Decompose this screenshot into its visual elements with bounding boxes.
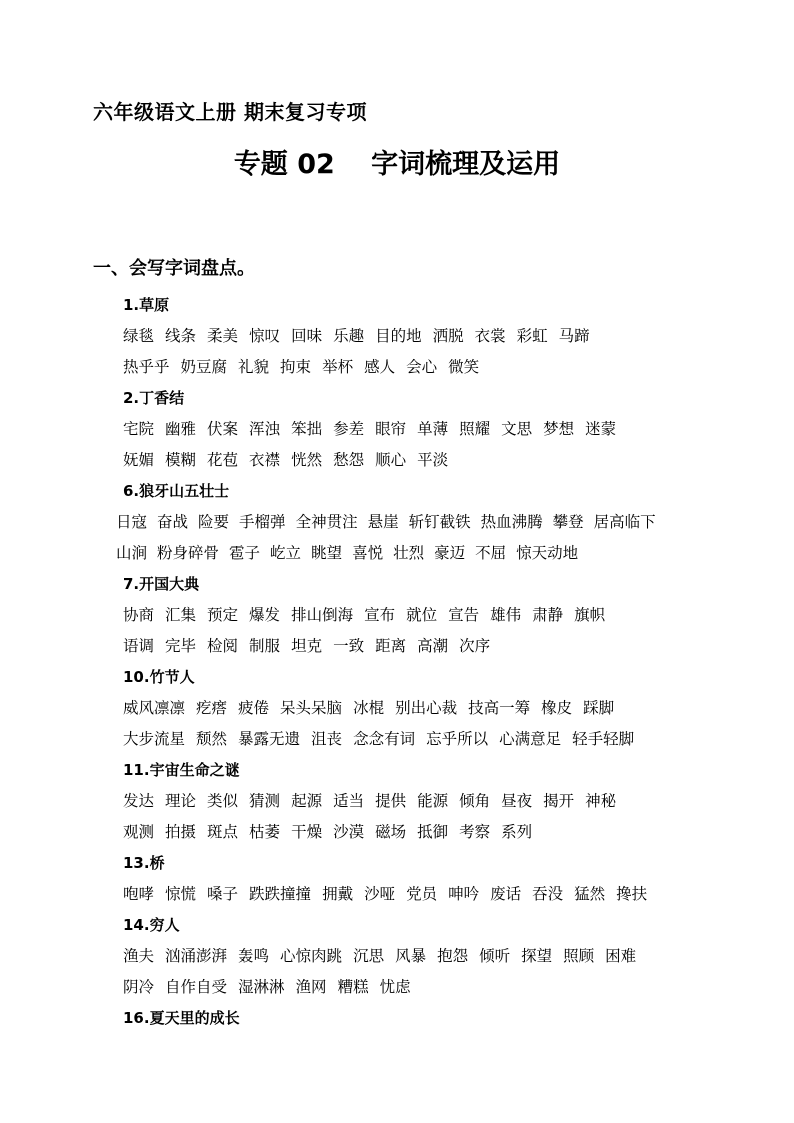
vocab-word: 热乎乎 xyxy=(123,358,170,376)
word-row xyxy=(123,414,794,445)
vocab-word: 目的地 xyxy=(375,327,422,345)
vocab-word: 困难 xyxy=(605,947,637,965)
vocab-word: 探望 xyxy=(521,947,553,965)
vocab-word: 衣裳 xyxy=(474,327,506,345)
vocab-word: 疙瘩 xyxy=(196,699,228,717)
vocab-word: 肃静 xyxy=(532,606,564,624)
vocab-word: 不屈 xyxy=(475,544,507,562)
vocab-word: 自作自受 xyxy=(165,978,228,996)
vocab-word: 伏案 xyxy=(207,420,239,438)
word-row xyxy=(123,321,794,352)
vocab-word: 单薄 xyxy=(417,420,449,438)
vocab-word: 踩脚 xyxy=(583,699,615,717)
word-row xyxy=(123,445,794,476)
document-subtitle: 六年级语文上册 期末复习专项 xyxy=(93,100,367,124)
vocab-word: 妩媚 xyxy=(123,451,155,469)
vocab-word: 倾听 xyxy=(479,947,511,965)
vocab-word: 技高一筹 xyxy=(468,699,531,717)
vocab-word: 忘乎所以 xyxy=(426,730,489,748)
vocab-word: 幽雅 xyxy=(165,420,197,438)
vocab-word: 汹涌澎湃 xyxy=(165,947,228,965)
word-row xyxy=(116,538,794,569)
vocab-word: 磁场 xyxy=(375,823,407,841)
vocab-word: 雹子 xyxy=(229,544,261,562)
vocab-word: 制服 xyxy=(249,637,281,655)
word-row xyxy=(123,817,794,848)
vocab-word: 昼夜 xyxy=(501,792,533,810)
word-row xyxy=(123,879,794,910)
vocab-word: 绿毯 xyxy=(123,327,155,345)
vocab-word: 疲倦 xyxy=(238,699,270,717)
vocab-word: 爆发 xyxy=(249,606,281,624)
vocab-word: 雄伟 xyxy=(490,606,522,624)
vocab-word: 拘束 xyxy=(280,358,312,376)
vocab-word: 预定 xyxy=(207,606,239,624)
vocab-word: 坦克 xyxy=(291,637,323,655)
vocab-word: 倾角 xyxy=(459,792,491,810)
lesson-list xyxy=(0,290,794,1034)
vocab-word: 沙漠 xyxy=(333,823,365,841)
vocab-word: 轻手轻脚 xyxy=(572,730,635,748)
vocab-word: 手榴弹 xyxy=(239,513,286,531)
vocab-word: 类似 xyxy=(207,792,239,810)
vocab-word: 斑点 xyxy=(207,823,239,841)
vocab-word: 攀登 xyxy=(552,513,584,531)
vocab-word: 悬崖 xyxy=(367,513,399,531)
vocab-word: 衣襟 xyxy=(249,451,281,469)
vocab-word: 迷蒙 xyxy=(585,420,617,438)
vocab-word: 别出心裁 xyxy=(395,699,458,717)
vocab-word: 枯萎 xyxy=(249,823,281,841)
vocab-word: 洒脱 xyxy=(432,327,464,345)
vocab-word: 揭开 xyxy=(543,792,575,810)
vocab-word: 排山倒海 xyxy=(291,606,354,624)
vocab-word: 渔网 xyxy=(295,978,327,996)
vocab-word: 花苞 xyxy=(207,451,239,469)
vocab-word: 就位 xyxy=(406,606,438,624)
word-row xyxy=(123,631,794,662)
lesson-title: 6.狼牙山五壮士 xyxy=(123,482,230,500)
word-row xyxy=(123,786,794,817)
vocab-word: 拍摄 xyxy=(165,823,197,841)
vocab-word: 湿淋淋 xyxy=(238,978,285,996)
vocab-word: 参差 xyxy=(333,420,365,438)
lesson-title: 10.竹节人 xyxy=(123,668,195,686)
vocab-word: 高潮 xyxy=(417,637,449,655)
vocab-word: 呆头呆脑 xyxy=(280,699,343,717)
vocab-word: 奶豆腐 xyxy=(180,358,228,376)
vocab-word: 惊天动地 xyxy=(516,544,579,562)
lesson-title: 2.丁香结 xyxy=(123,389,185,407)
vocab-word: 轰鸣 xyxy=(238,947,270,965)
vocab-word: 旗帜 xyxy=(574,606,606,624)
vocab-word: 斩钉截铁 xyxy=(408,513,471,531)
vocab-word: 照顾 xyxy=(563,947,595,965)
vocab-word: 粉身碎骨 xyxy=(157,544,220,562)
vocab-word: 抱怨 xyxy=(437,947,469,965)
vocab-word: 完毕 xyxy=(165,637,197,655)
vocab-word: 感人 xyxy=(364,358,396,376)
vocab-word: 咆哮 xyxy=(123,885,155,903)
vocab-word: 糟糕 xyxy=(337,978,369,996)
word-row xyxy=(123,972,794,1003)
vocab-word: 跌跌撞撞 xyxy=(249,885,312,903)
vocab-word: 沉思 xyxy=(353,947,385,965)
vocab-word: 阴冷 xyxy=(123,978,155,996)
vocab-word: 干燥 xyxy=(291,823,323,841)
vocab-word: 顺心 xyxy=(375,451,407,469)
vocab-word: 拥戴 xyxy=(322,885,354,903)
vocab-word: 平淡 xyxy=(417,451,449,469)
vocab-word: 心满意足 xyxy=(499,730,562,748)
vocab-word: 沮丧 xyxy=(311,730,343,748)
vocab-word: 橡皮 xyxy=(541,699,573,717)
vocab-word: 语调 xyxy=(123,637,155,655)
vocab-word: 威风凛凛 xyxy=(123,699,186,717)
vocab-word: 照耀 xyxy=(459,420,491,438)
vocab-word: 心惊肉跳 xyxy=(280,947,343,965)
vocab-word: 渔夫 xyxy=(123,947,155,965)
vocab-word: 发达 xyxy=(123,792,155,810)
vocab-word: 会心 xyxy=(406,358,438,376)
vocab-word: 呻吟 xyxy=(448,885,480,903)
vocab-word: 党员 xyxy=(406,885,438,903)
vocab-word: 眼帘 xyxy=(375,420,407,438)
vocab-word: 礼貌 xyxy=(238,358,270,376)
vocab-word: 举杯 xyxy=(322,358,354,376)
vocab-word: 乐趣 xyxy=(333,327,365,345)
vocab-word: 豪迈 xyxy=(434,544,466,562)
vocab-word: 系列 xyxy=(501,823,533,841)
vocab-word: 惊叹 xyxy=(249,327,281,345)
vocab-word: 梦想 xyxy=(543,420,575,438)
vocab-word: 沙哑 xyxy=(364,885,396,903)
vocab-word: 检阅 xyxy=(207,637,239,655)
lesson-title: 13.桥 xyxy=(123,854,165,872)
word-row xyxy=(123,352,794,383)
vocab-word: 抵御 xyxy=(417,823,449,841)
vocab-word: 吞没 xyxy=(532,885,564,903)
vocab-word: 文思 xyxy=(501,420,533,438)
vocab-word: 惊慌 xyxy=(165,885,197,903)
vocab-word: 嗓子 xyxy=(207,885,239,903)
vocab-word: 冰棍 xyxy=(353,699,385,717)
vocab-word: 模糊 xyxy=(165,451,197,469)
lesson-title: 14.穷人 xyxy=(123,916,180,934)
vocab-word: 念念有词 xyxy=(353,730,416,748)
vocab-word: 风暴 xyxy=(395,947,427,965)
word-row xyxy=(123,693,794,724)
vocab-word: 搀扶 xyxy=(616,885,648,903)
vocab-word: 屹立 xyxy=(270,544,302,562)
vocab-word: 观测 xyxy=(123,823,155,841)
vocab-word: 宅院 xyxy=(123,420,155,438)
vocab-word: 能源 xyxy=(417,792,449,810)
vocab-word: 距离 xyxy=(375,637,407,655)
vocab-word: 颓然 xyxy=(196,730,228,748)
vocab-word: 神秘 xyxy=(585,792,617,810)
vocab-word: 居高临下 xyxy=(593,513,656,531)
vocab-word: 汇集 xyxy=(165,606,197,624)
section-heading: 一、会写字词盘点。 xyxy=(93,258,255,279)
vocab-word: 忧虑 xyxy=(379,978,411,996)
vocab-word: 险要 xyxy=(198,513,230,531)
vocab-word: 起源 xyxy=(291,792,323,810)
vocab-word: 笨拙 xyxy=(291,420,323,438)
vocab-word: 奋战 xyxy=(157,513,189,531)
vocab-word: 日寇 xyxy=(116,513,148,531)
vocab-word: 大步流星 xyxy=(123,730,186,748)
vocab-word: 废话 xyxy=(490,885,522,903)
vocab-word: 宣布 xyxy=(364,606,396,624)
vocab-word: 回味 xyxy=(291,327,323,345)
document-title: 专题 02 字词梳理及运用 xyxy=(233,149,561,180)
vocab-word: 次序 xyxy=(459,637,491,655)
lesson-title: 7.开国大典 xyxy=(123,575,200,593)
word-row xyxy=(116,507,794,538)
lesson-title: 1.草原 xyxy=(123,296,170,314)
vocab-word: 壮烈 xyxy=(393,544,425,562)
vocab-word: 彩虹 xyxy=(516,327,548,345)
vocab-word: 愁怨 xyxy=(333,451,365,469)
vocab-word: 线条 xyxy=(165,327,197,345)
word-row xyxy=(123,724,794,755)
word-row xyxy=(123,600,794,631)
vocab-word: 考察 xyxy=(459,823,491,841)
vocab-word: 适当 xyxy=(333,792,365,810)
vocab-word: 微笑 xyxy=(448,358,480,376)
vocab-word: 一致 xyxy=(333,637,365,655)
lesson-title: 11.宇宙生命之谜 xyxy=(123,761,240,779)
vocab-word: 眺望 xyxy=(311,544,343,562)
vocab-word: 喜悦 xyxy=(352,544,384,562)
lesson-title: 16.夏天里的成长 xyxy=(123,1009,240,1027)
vocab-word: 浑浊 xyxy=(249,420,281,438)
vocab-word: 马蹄 xyxy=(558,327,590,345)
vocab-word: 全神贯注 xyxy=(295,513,358,531)
vocab-word: 暴露无遗 xyxy=(238,730,301,748)
vocab-word: 理论 xyxy=(165,792,197,810)
vocab-word: 猜测 xyxy=(249,792,281,810)
vocab-word: 提供 xyxy=(375,792,407,810)
vocab-word: 恍然 xyxy=(291,451,323,469)
vocab-word: 宣告 xyxy=(448,606,480,624)
vocab-word: 柔美 xyxy=(207,327,239,345)
vocab-word: 热血沸腾 xyxy=(480,513,543,531)
word-row xyxy=(123,941,794,972)
vocab-word: 山涧 xyxy=(116,544,148,562)
vocab-word: 协商 xyxy=(123,606,155,624)
vocab-word: 猛然 xyxy=(574,885,606,903)
